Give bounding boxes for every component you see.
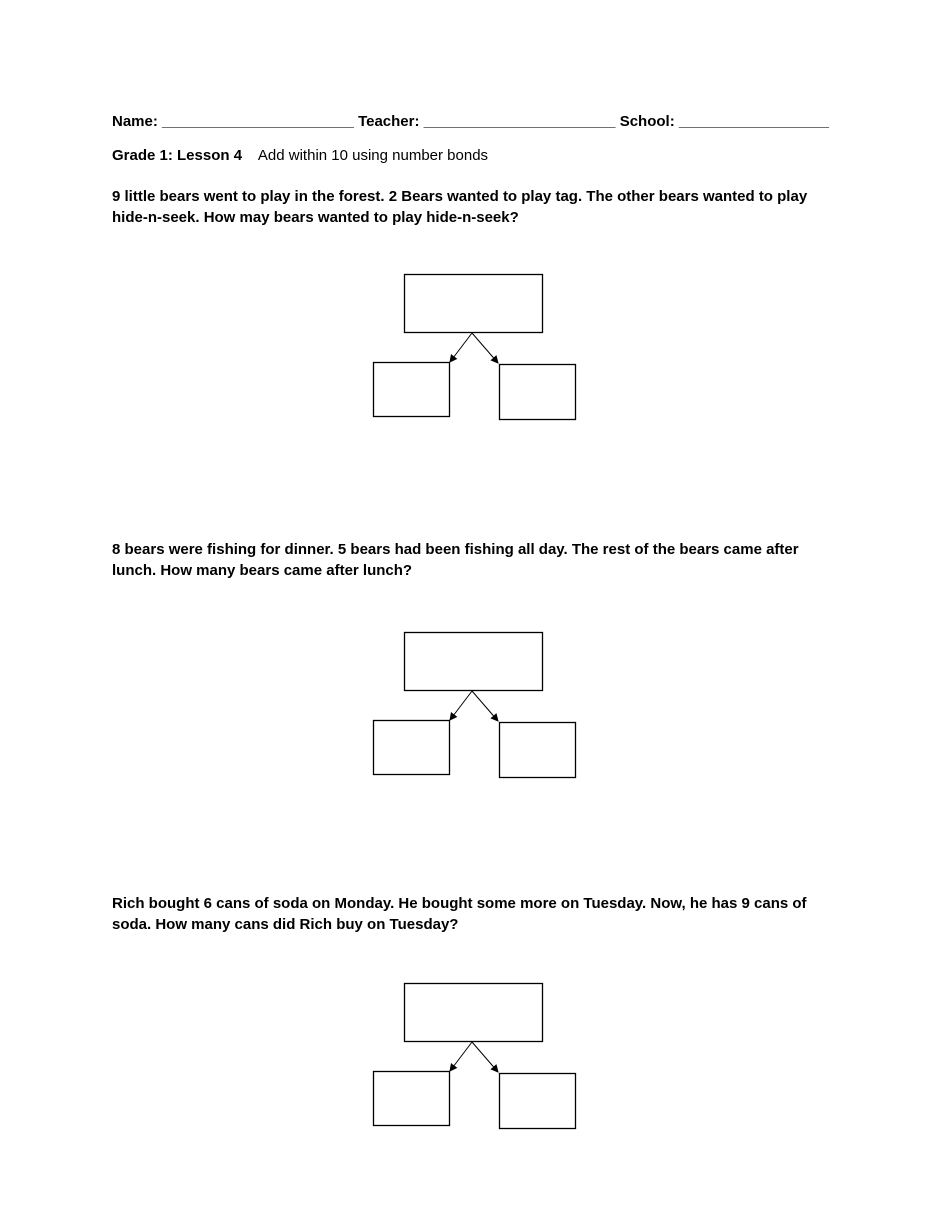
- teacher-field[interactable]: Teacher: _______________________: [358, 113, 616, 130]
- lesson-title: [112, 145, 842, 166]
- problem-1-text: 9 little bears went to play in the forest. 2 Bears wanted to play tag. The other bears wanted to play hide-n-seek. How may bears wanted to play hide-n-seek?: [112, 188, 808, 226]
- number-bond-2: [372, 631, 578, 779]
- header-line: [112, 111, 842, 132]
- arrow-left: [450, 1042, 472, 1071]
- whole-box[interactable]: [405, 633, 543, 691]
- arrow-left: [450, 691, 472, 720]
- arrow-right: [472, 1042, 498, 1072]
- part-box-left[interactable]: [374, 363, 450, 417]
- part-box-right[interactable]: [500, 723, 576, 778]
- whole-box[interactable]: [405, 984, 543, 1042]
- part-box-left[interactable]: [374, 1072, 450, 1126]
- number-bond-3: [372, 982, 578, 1130]
- whole-box[interactable]: [405, 275, 543, 333]
- part-box-right[interactable]: [500, 1074, 576, 1129]
- number-bond-1: [372, 273, 578, 421]
- part-box-right[interactable]: [500, 365, 576, 420]
- problem-3-text: Rich bought 6 cans of soda on Monday. He bought some more on Tuesday. Now, he has 9 cans of soda. How many cans did Rich buy on Tuesday?: [112, 895, 807, 933]
- part-box-left[interactable]: [374, 721, 450, 775]
- lesson-objective: Add within 10 using number bonds: [257, 147, 489, 164]
- problem-2-text: 8 bears were fishing for dinner. 5 bears had been fishing all day. The rest of the bears came after lunch. How many bears came after lunch?: [112, 541, 799, 579]
- school-field[interactable]: School: __________________: [619, 113, 830, 130]
- name-field[interactable]: Name: _______________________: [112, 113, 354, 130]
- arrow-left: [450, 333, 472, 362]
- arrow-right: [472, 691, 498, 721]
- grade-lesson-label: Grade 1: Lesson 4: [112, 147, 243, 164]
- arrow-right: [472, 333, 498, 363]
